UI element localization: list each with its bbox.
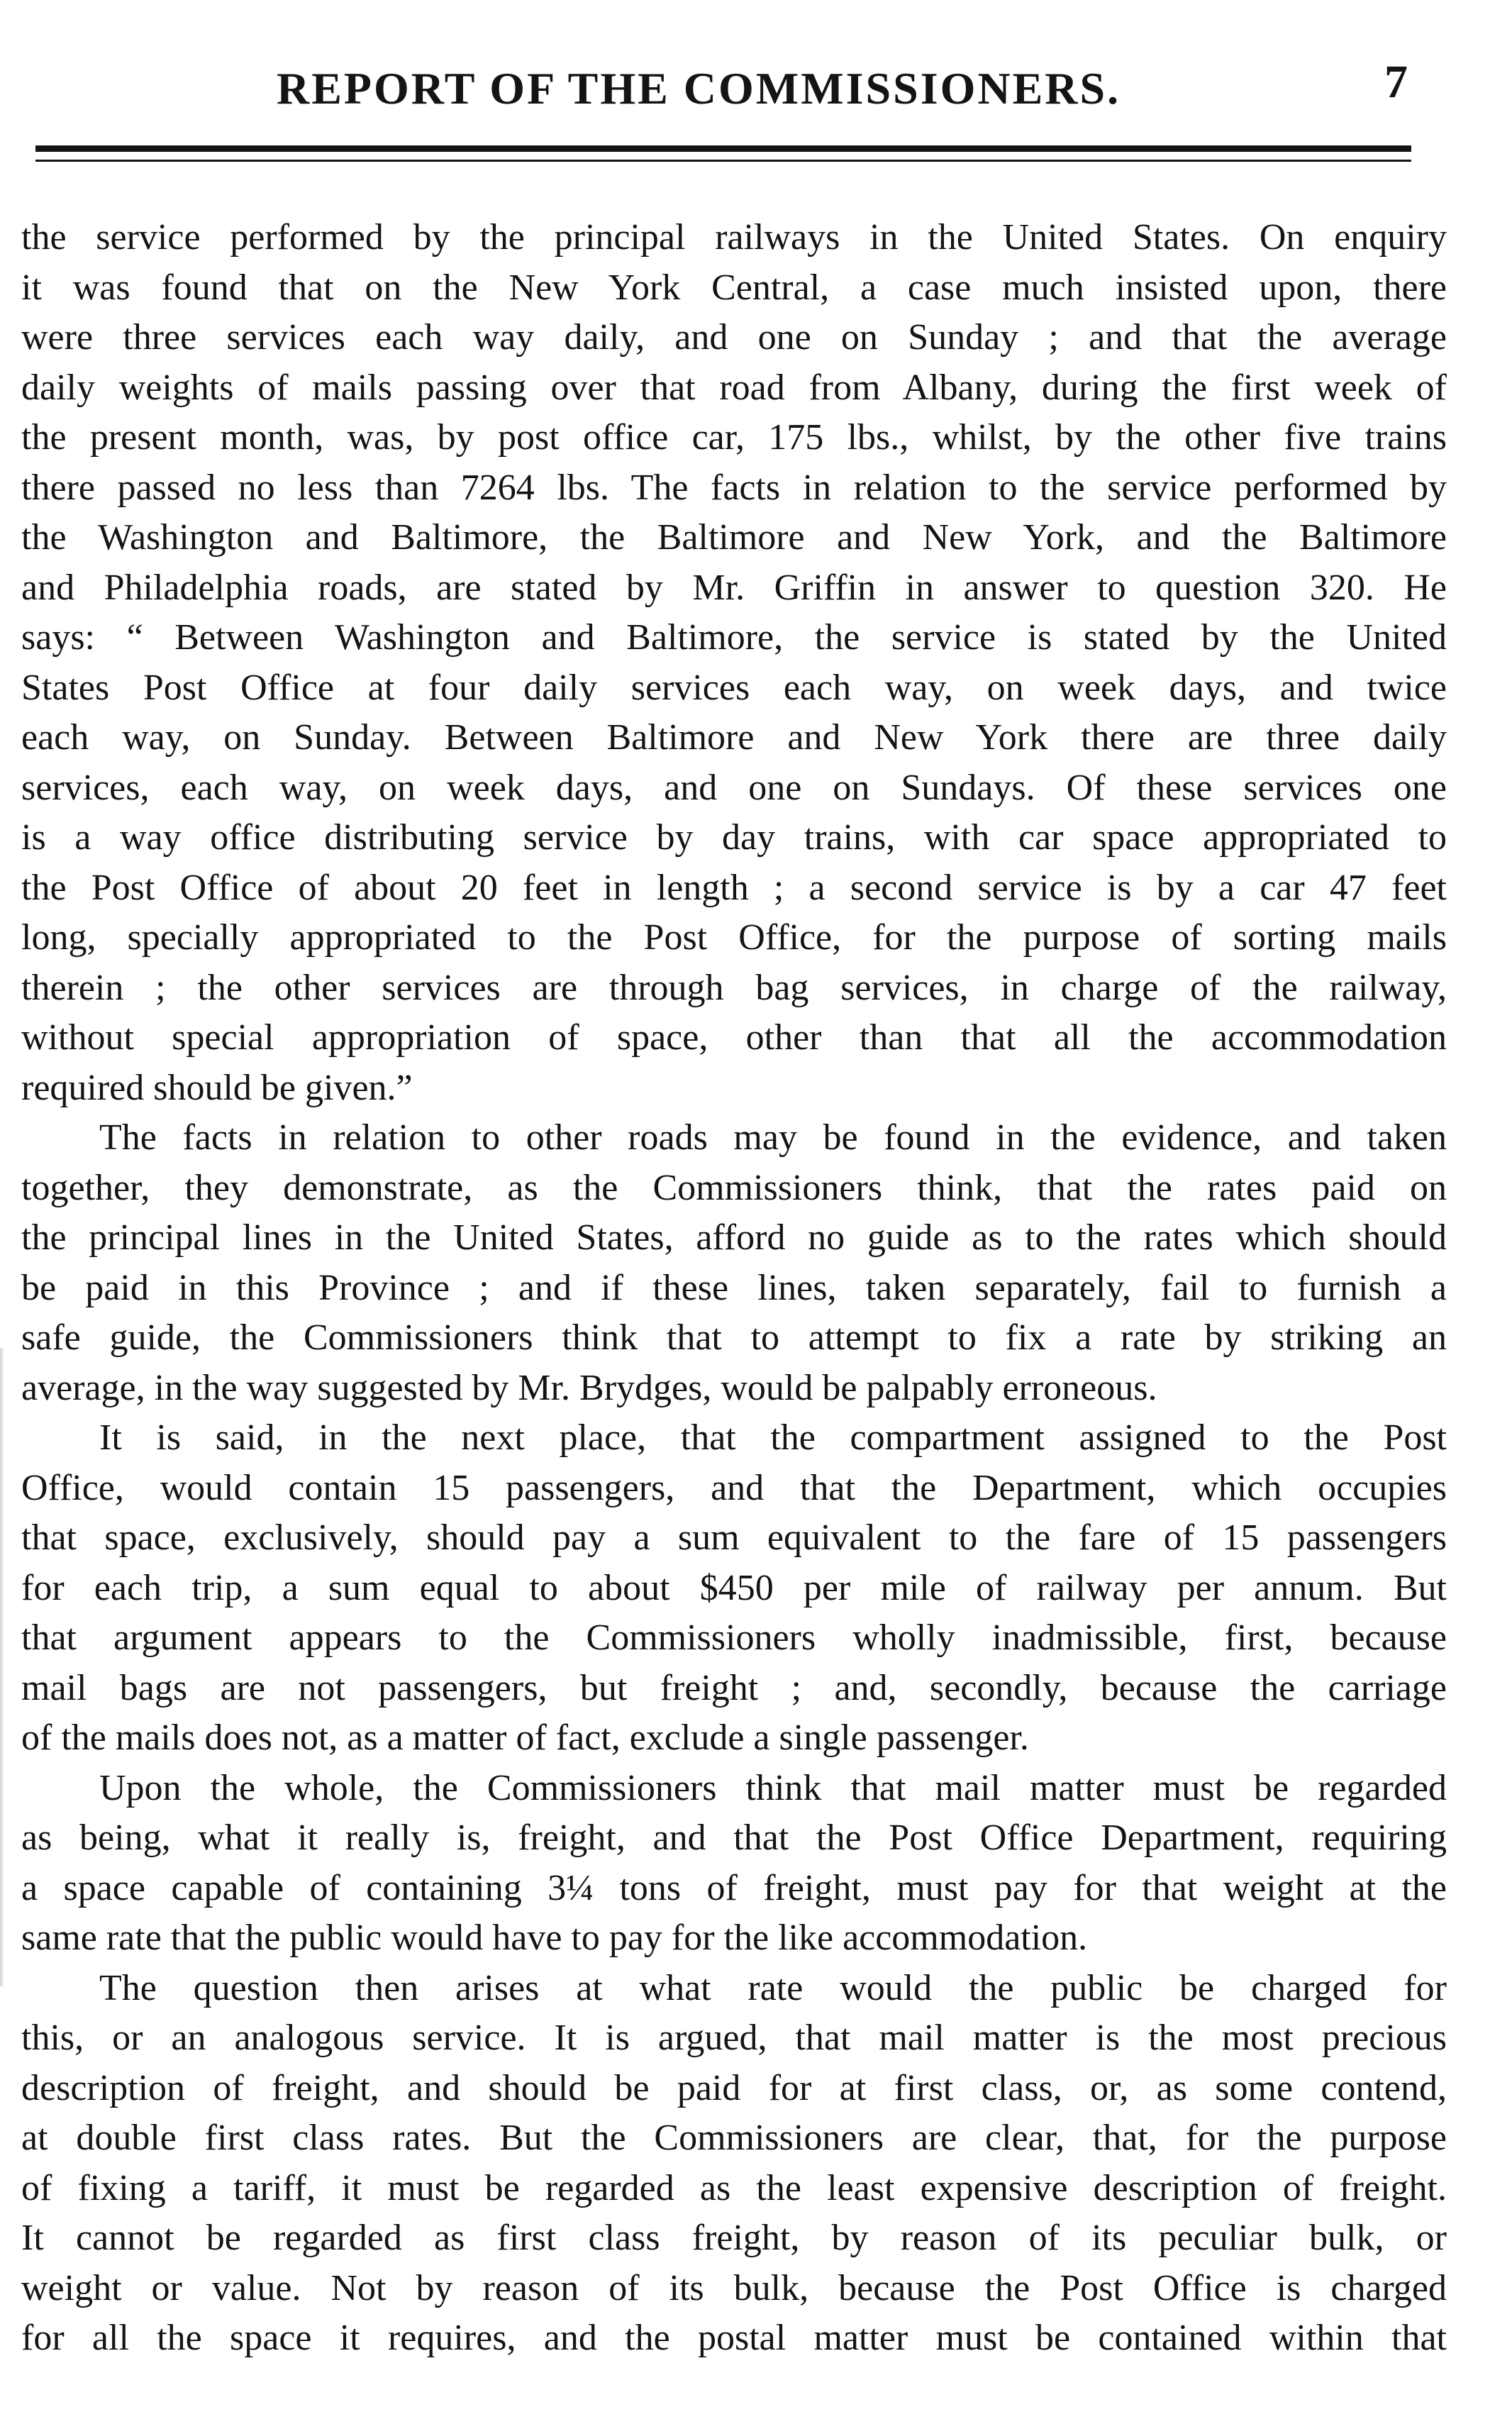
body-text — [21, 213, 1447, 2364]
page-number: 7 — [1384, 56, 1408, 108]
text-line: of the mails does not, as a matter of fact, exclude a single passenger. — [21, 1717, 1029, 1758]
text-line: as being, what it really is, freight, and that the Post Office Department, requiring — [21, 1818, 1447, 1858]
text-line: the principal lines in the United States, afford no guide as to the rates which should — [21, 1217, 1447, 1258]
text-line: Upon the whole, the Commissioners think that mail matter must be regarded — [99, 1767, 1447, 1808]
text-line: same rate that the public would have to pay for the like accommodation. — [21, 1918, 1088, 1958]
text-line: safe guide, the Commissioners think that to attempt to fix a rate by striking an — [21, 1317, 1447, 1358]
header-rule-thin — [35, 160, 1411, 162]
text-line: average, in the way suggested by Mr. Brydges, would be palpably erroneous. — [21, 1367, 1157, 1408]
text-line: each way, on Sunday. Between Baltimore and New York there are three daily — [21, 717, 1447, 758]
text-line: were three services each way daily, and one on Sunday ; and that the average — [21, 317, 1447, 358]
text-line: the present month, was, by post office car, 175 lbs., whilst, by the other five trains — [21, 417, 1447, 458]
text-line: there passed no less than 7264 lbs. The facts in relation to the service performed by — [21, 467, 1447, 508]
text-line: mail bags are not passengers, but freight ; and, secondly, because the carriage — [21, 1667, 1447, 1708]
text-line: for all the space it requires, and the postal matter must be contained within that — [21, 2318, 1447, 2358]
running-title: REPORT OF THE COMMISSIONERS. — [277, 63, 1121, 114]
text-line: services, each way, on week days, and one on Sundays. Of these services one — [21, 767, 1447, 808]
text-line: of fixing a tariff, it must be regarded as the least expensive description of freight. — [21, 2167, 1447, 2208]
text-line: and Philadelphia roads, are stated by Mr. Griffin in answer to question 320. He — [21, 567, 1447, 608]
text-line: this, or an analogous service. It is argued, that mail matter is the most precious — [21, 2018, 1447, 2058]
text-line: it was found that on the New York Central, a case much insisted upon, there — [21, 267, 1447, 308]
text-line: for each trip, a sum equal to about $450 per mile of railway per annum. But — [21, 1567, 1447, 1608]
page-edge-shadow — [0, 1348, 4, 1986]
header-rule-thick — [35, 145, 1411, 152]
text-line: the Post Office of about 20 feet in length ; a second service is by a car 47 feet — [21, 867, 1447, 908]
text-line: a space capable of containing 3¼ tons of freight, must pay for that weight at the — [21, 1867, 1447, 1908]
text-line: the Washington and Baltimore, the Baltimore and New York, and the Baltimore — [21, 517, 1447, 558]
text-line: long, specially appropriated to the Post Office, for the purpose of sorting mails — [21, 917, 1447, 958]
text-line: be paid in this Province ; and if these lines, taken separately, fail to furnish a — [21, 1267, 1447, 1308]
text-line: that space, exclusively, should pay a sum equivalent to the fare of 15 passengers — [21, 1517, 1447, 1558]
text-line: together, they demonstrate, as the Commissioners think, that the rates paid on — [21, 1167, 1447, 1208]
text-line: It is said, in the next place, that the compartment assigned to the Post — [99, 1417, 1447, 1458]
text-line: States Post Office at four daily services each way, on week days, and twice — [21, 667, 1447, 708]
text-line: description of freight, and should be paid for at first class, or, as some contend, — [21, 2067, 1447, 2108]
running-header — [28, 56, 1447, 126]
text-line: required should be given.” — [21, 1067, 413, 1108]
text-line: The question then arises at what rate would the public be charged for — [99, 1967, 1447, 2008]
text-line: the service performed by the principal railways in the United States. On enquiry — [21, 217, 1447, 258]
text-line: says: “ Between Washington and Baltimore, the service is stated by the United — [21, 617, 1447, 658]
text-line: weight or value. Not by reason of its bulk, because the Post Office is charged — [21, 2267, 1447, 2308]
text-line: at double first class rates. But the Commissioners are clear, that, for the purpose — [21, 2118, 1447, 2158]
text-line: daily weights of mails passing over that road from Albany, during the first week of — [21, 367, 1447, 408]
text-line: The facts in relation to other roads may be found in the evidence, and taken — [99, 1117, 1447, 1158]
text-line: therein ; the other services are through bag services, in charge of the railway, — [21, 967, 1447, 1008]
text-line: without special appropriation of space, other than that all the accommodation — [21, 1017, 1447, 1058]
text-line: Office, would contain 15 passengers, and that the Department, which occupies — [21, 1467, 1447, 1508]
text-line: It cannot be regarded as first class freight, by reason of its peculiar bulk, or — [21, 2218, 1447, 2258]
text-line: is a way office distributing service by day trains, with car space appropriated to — [21, 817, 1447, 858]
text-line: that argument appears to the Commissioners wholly inadmissible, first, because — [21, 1617, 1447, 1658]
